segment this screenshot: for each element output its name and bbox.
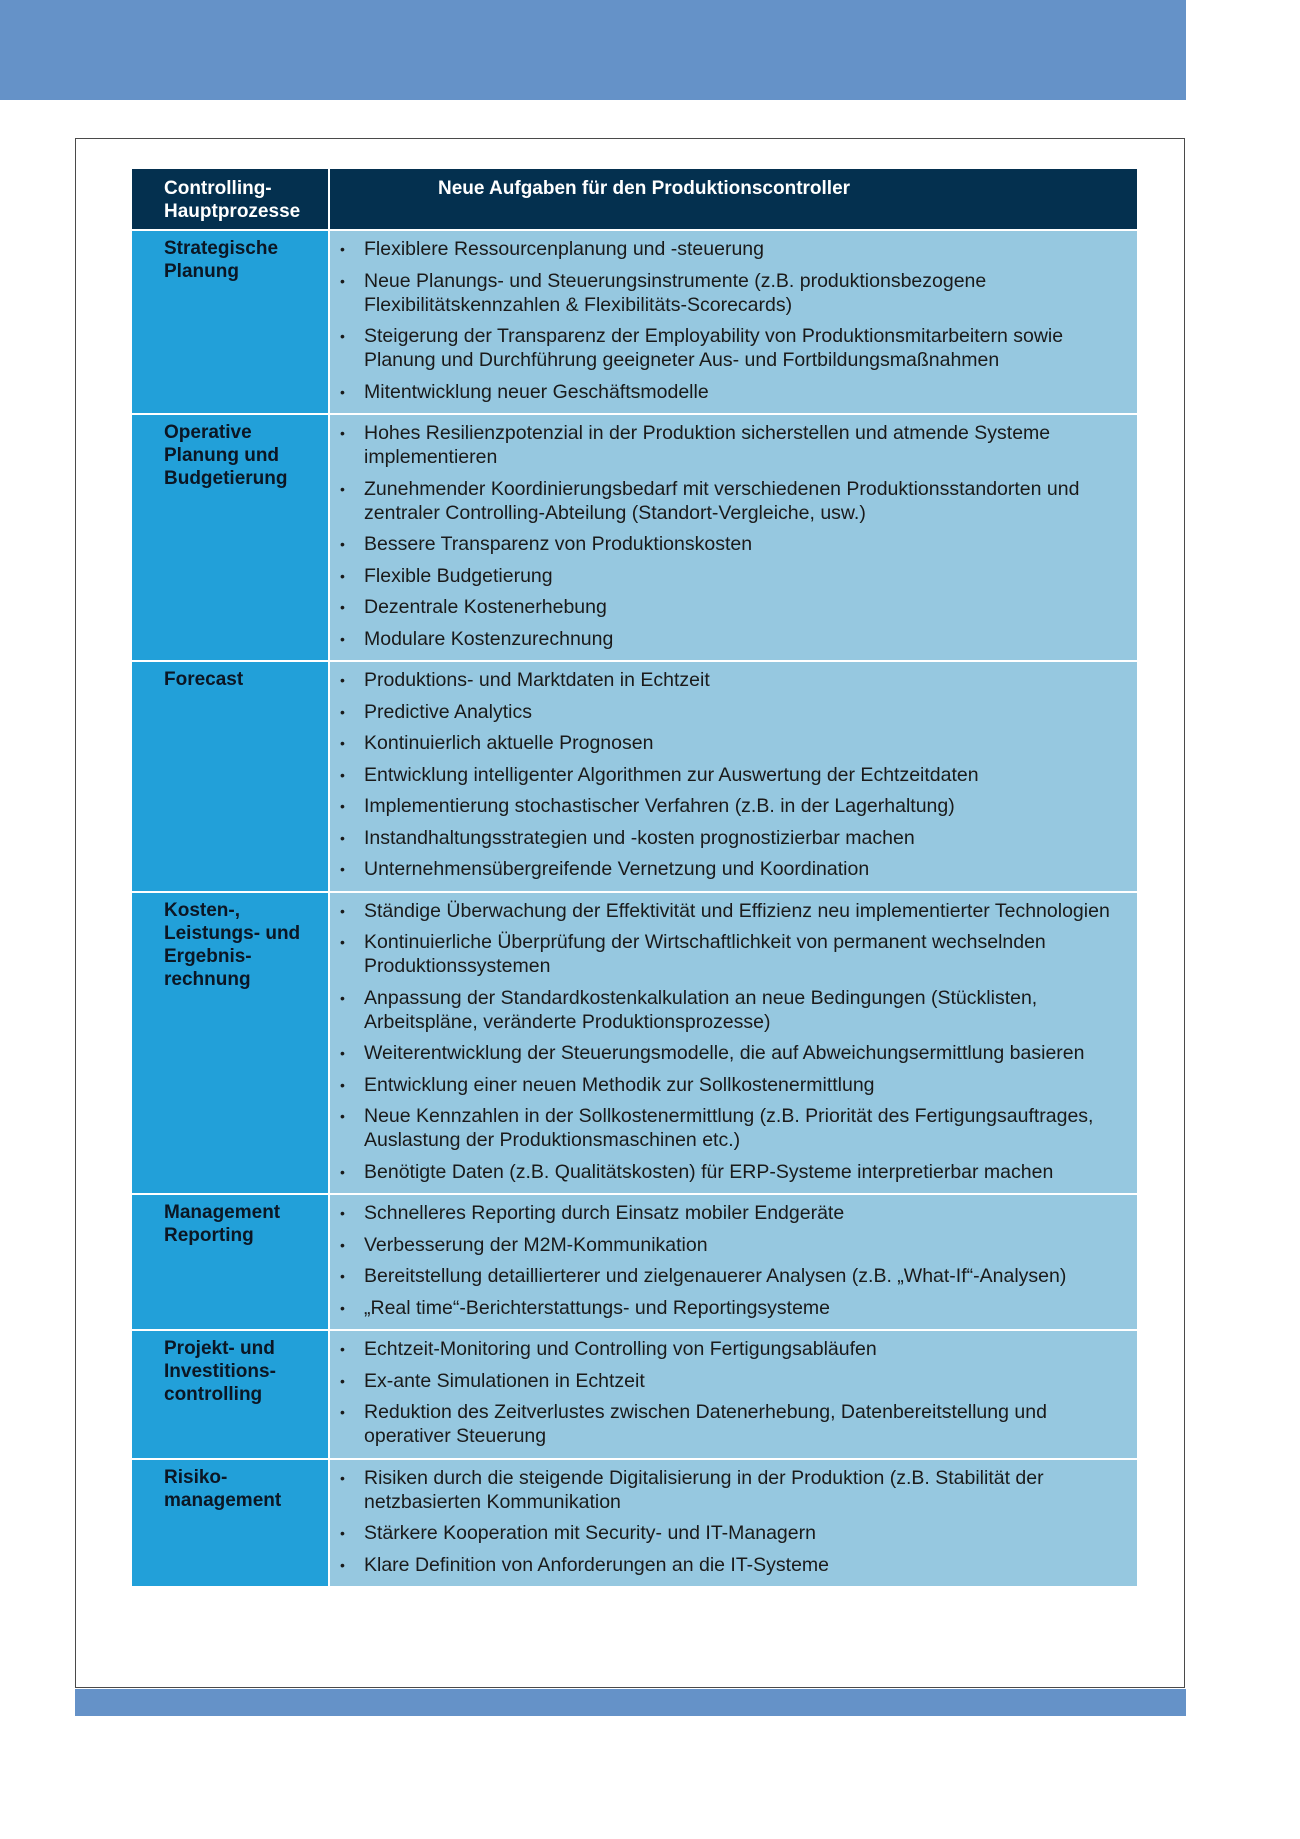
list-item (336, 899, 1117, 923)
task-text: Verbesserung der M2M-Kommunikation (364, 1233, 708, 1256)
bullet-icon: • (340, 672, 345, 688)
bullet-icon: • (340, 1469, 345, 1486)
bullet-icon: • (340, 861, 345, 877)
bullet-icon: • (340, 798, 345, 814)
task-text: Klare Definition von Anforderungen an die IT-Systeme (364, 1553, 830, 1576)
list-item (336, 477, 1117, 525)
task-text: „Real time“-Berichterstattungs- und Reportingsysteme (364, 1296, 831, 1319)
task-text: Echtzeit-Monitoring und Controlling von Fertigungsabläufen (364, 1338, 877, 1360)
task-text: Steigerung der Transparenz der Employability von Produktionsmitarbeitern sowie Planung und Durchführung geeigneter Aus- und Fortbildungsmaßnahmen (364, 325, 1064, 371)
table-header-row (132, 169, 1137, 229)
list-item (336, 731, 1117, 755)
task-text: Implementierung stochastischer Verfahren (z.B. in der Lagerhaltung) (364, 795, 955, 817)
list-item (336, 1369, 1117, 1393)
bullet-icon: • (340, 599, 345, 615)
table-row (132, 1193, 1137, 1329)
list-item (336, 1233, 1117, 1257)
controlling-task-table (132, 169, 1137, 1586)
bullet-icon: • (340, 989, 345, 1006)
task-text: Kontinuierliche Überprüfung der Wirtschaftlichkeit von permanent wechselnden Produktionssystemen (364, 931, 1046, 977)
list-item (336, 763, 1117, 787)
bullet-icon: • (340, 735, 345, 751)
process-name: Management Reporting (132, 1193, 328, 1329)
task-text: Dezentrale Kostenerhebung (364, 596, 607, 618)
bullet-icon: • (340, 1108, 345, 1124)
list-item (336, 532, 1117, 556)
header-tasks: Neue Aufgaben für den Produktionscontroller (328, 169, 1137, 229)
task-text: Reduktion des Zeitverlustes zwischen Datenerhebung, Datenbereitstellung und operativer Steuerung (364, 1401, 1047, 1447)
task-cell (328, 1193, 1137, 1329)
table-row (132, 1458, 1137, 1587)
list-item (336, 627, 1117, 651)
bottom-banner (75, 1689, 1186, 1716)
task-cell (328, 891, 1137, 1194)
bullet-icon: • (340, 1404, 345, 1420)
task-text: Bereitstellung detaillierterer und zielgenauerer Analysen (z.B. „What-If“-Analysen) (364, 1265, 1067, 1287)
task-text: Bessere Transparenz von Produktionskosten (364, 533, 753, 555)
list-item (336, 986, 1117, 1034)
table-row (132, 413, 1137, 660)
list-item (336, 668, 1117, 692)
bullet-icon: • (340, 536, 345, 552)
list-item (336, 380, 1117, 404)
task-text: Entwicklung einer neuen Methodik zur Sollkostenermittlung (364, 1073, 875, 1096)
bullet-icon: • (340, 1341, 345, 1357)
table-body (132, 229, 1137, 1586)
bullet-icon: • (340, 272, 345, 289)
task-text: Modulare Kostenzurechnung (364, 627, 614, 650)
bullet-icon: • (340, 829, 345, 846)
table-row (132, 229, 1137, 413)
task-text: Neue Planungs- und Steuerungsinstrumente (z.B. produktionsbezogene Flexibilitätskennzahlen & Flexibilitäts-Scorecards) (364, 269, 987, 316)
list-item (336, 700, 1117, 724)
process-name: Projekt- und Investitions- controlling (132, 1329, 328, 1458)
task-text: Ständige Überwachung der Effektivität und Effizienz neu implementierter Technologien (364, 899, 1110, 922)
list-item (336, 1553, 1117, 1577)
process-name: Risiko- management (132, 1458, 328, 1587)
bullet-icon: • (340, 1076, 345, 1093)
process-name: Kosten-, Leistungs- und Ergebnis- rechnung (132, 891, 328, 1194)
list-item (336, 1296, 1117, 1320)
task-text: Entwicklung intelligenter Algorithmen zur Auswertung der Echtzeitdaten (364, 763, 979, 786)
table-row (132, 1329, 1137, 1458)
bullet-icon: • (340, 241, 345, 257)
task-list (336, 421, 1117, 651)
list-item (336, 1041, 1117, 1065)
task-text: Benötigte Daten (z.B. Qualitätskosten) für ERP-Systeme interpretierbar machen (364, 1160, 1054, 1183)
list-item (336, 595, 1117, 619)
task-text: Unternehmensübergreifende Vernetzung und Koordination (364, 858, 870, 880)
task-list (336, 668, 1117, 881)
bullet-icon: • (340, 902, 345, 919)
task-text: Hohes Resilienzpotenzial in der Produktion sicherstellen und atmende Systeme implementieren (364, 422, 1051, 468)
list-item (336, 826, 1117, 850)
top-banner (0, 0, 1186, 100)
task-text: Anpassung der Standardkostenkalkulation an neue Bedingungen (Stücklisten, Arbeitspläne, veränderte Produktionsprozesse) (364, 986, 1038, 1033)
bullet-icon: • (340, 1163, 345, 1180)
task-list (336, 237, 1117, 404)
task-text: Ex-ante Simulationen in Echtzeit (364, 1369, 645, 1392)
list-item (336, 324, 1117, 372)
bullet-icon: • (340, 934, 345, 950)
task-text: Weiterentwicklung der Steuerungsmodelle, die auf Abweichungsermittlung basieren (364, 1042, 1085, 1064)
task-text: Produktions- und Marktdaten in Echtzeit (364, 669, 710, 691)
table-row (132, 660, 1137, 891)
bullet-icon: • (340, 383, 345, 400)
list-item (336, 1337, 1117, 1361)
task-list (336, 1466, 1117, 1577)
bullet-icon: • (340, 1525, 345, 1541)
task-text: Kontinuierlich aktuelle Prognosen (364, 732, 654, 754)
header-processes: Controlling- Hauptprozesse (132, 169, 328, 229)
list-item (336, 857, 1117, 881)
bullet-icon: • (340, 766, 345, 783)
list-item (336, 1264, 1117, 1288)
list-item (336, 269, 1117, 317)
list-item (336, 1160, 1117, 1184)
list-item (336, 930, 1117, 978)
task-list (336, 1201, 1117, 1320)
list-item (336, 1201, 1117, 1225)
bullet-icon: • (340, 1236, 345, 1253)
list-item (336, 1466, 1117, 1514)
bullet-icon: • (340, 328, 345, 344)
task-text: Risiken durch die steigende Digitalisierung in der Produktion (z.B. Stabilität der netzbasierten Kommunikation (364, 1466, 1044, 1513)
list-item (336, 1400, 1117, 1448)
task-text: Schnelleres Reporting durch Einsatz mobiler Endgeräte (364, 1202, 845, 1224)
bullet-icon: • (340, 1299, 345, 1316)
task-text: Stärkere Kooperation mit Security- und IT-Managern (364, 1522, 816, 1544)
bullet-icon: • (340, 1556, 345, 1573)
task-cell (328, 1458, 1137, 1587)
task-text: Predictive Analytics (364, 700, 532, 723)
task-list (336, 899, 1117, 1184)
task-cell (328, 229, 1137, 413)
process-name: Forecast (132, 660, 328, 891)
task-text: Neue Kennzahlen in der Sollkostenermittlung (z.B. Priorität des Fertigungsauftrages, Auslastung der Produktionsmaschinen etc.) (364, 1105, 1094, 1151)
bullet-icon: • (340, 425, 345, 441)
list-item (336, 564, 1117, 588)
list-item (336, 1104, 1117, 1152)
list-item (336, 1073, 1117, 1097)
task-cell (328, 660, 1137, 891)
list-item (336, 237, 1117, 261)
task-cell (328, 1329, 1137, 1458)
bullet-icon: • (340, 703, 345, 720)
table-row (132, 891, 1137, 1194)
bullet-icon: • (340, 1372, 345, 1389)
list-item (336, 1521, 1117, 1545)
task-list (336, 1337, 1117, 1448)
bullet-icon: • (340, 480, 345, 497)
list-item (336, 794, 1117, 818)
bullet-icon: • (340, 1268, 345, 1284)
list-item (336, 421, 1117, 469)
process-name: Operative Planung und Budgetierung (132, 413, 328, 660)
task-text: Flexiblere Ressourcenplanung und -steuerung (364, 238, 764, 260)
bullet-icon: • (340, 1205, 345, 1221)
bullet-icon: • (340, 1045, 345, 1061)
process-name: Strategische Planung (132, 229, 328, 413)
bullet-icon: • (340, 630, 345, 647)
task-text: Zunehmender Koordinierungsbedarf mit verschiedenen Produktionsstandorten und zentraler Controlling-Abteilung (Standort-Vergleiche, usw.) (364, 477, 1080, 524)
bullet-icon: • (340, 567, 345, 584)
task-text: Instandhaltungsstrategien und -kosten prognostizierbar machen (364, 826, 915, 849)
task-cell (328, 413, 1137, 660)
task-text: Flexible Budgetierung (364, 564, 553, 587)
task-text: Mitentwicklung neuer Geschäftsmodelle (364, 380, 709, 403)
